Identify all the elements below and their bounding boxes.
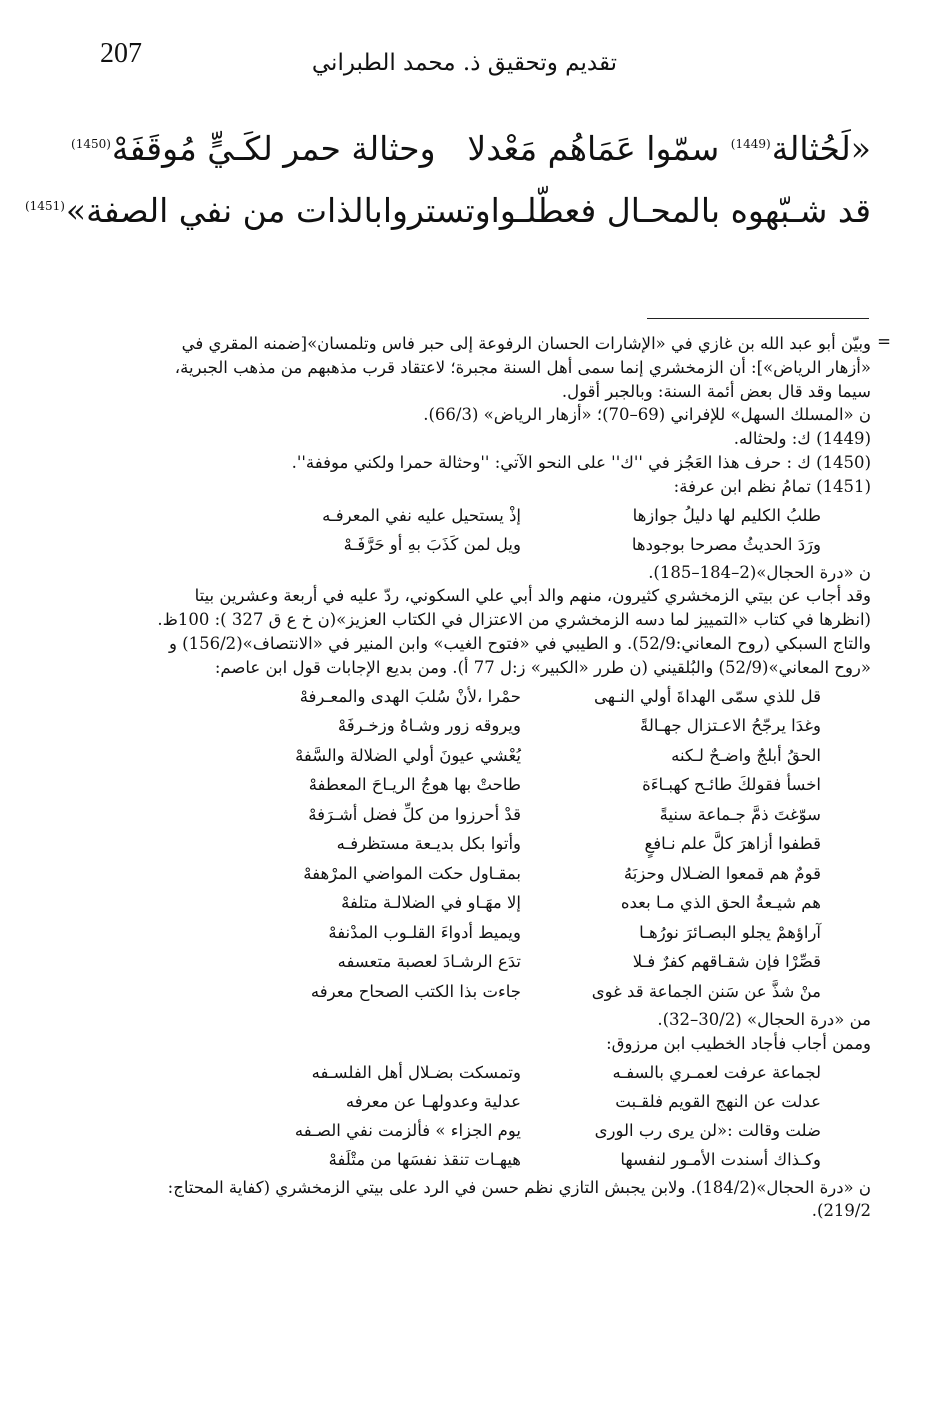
page-number: 207 <box>100 38 142 69</box>
footnote-ref[interactable]: (1449) <box>730 137 771 151</box>
continuation-marker: = <box>877 332 891 351</box>
footnote-line: (انظرها في كتاب «التمييز لما دسه الزمخشري من الاعتزال في الكتاب العزيز»(ن خ ع ق 327 ): 100ظ. <box>157 610 871 630</box>
footnote-line: وبيّن أبو عبد الله بن غازي في «الإشارات الحسان الرفوعة إلى حبر فاس وتلمسان»[ضمنه المقري في <box>181 334 871 353</box>
poem-verse: ضلت وقالت :«لن يرى رب الورى يوم الجزاء » فألزمت نفي الصـفه <box>294 1120 821 1140</box>
poem-verse: قطفوا أزاهرَ كلَّ علم نـافعٍ وأتوا بكل بديـعة مستظرفـه <box>336 834 821 854</box>
poem-verse: عدلت عن النهج القويم فلقـبت عدلية وعدولهـا عن معرفه <box>345 1091 821 1111</box>
verse-hemistich-left: وحثالة حمر لكَـيٍّ مُوقَفَهْ$^{(1450)}$ <box>71 129 436 168</box>
footnote-1450: (1450) ك : حرف هذا العَجُز في ''ك'' على النحو الآتي: ''وحثالة حمرا ولكني موففة''. <box>291 452 871 472</box>
running-title: تقديم وتحقيق ذ. محمد الطبراني <box>311 50 617 76</box>
verse-hemistich-left: وتستروابالذات من نفي الصفة»$^{(1451)}$ <box>24 191 491 230</box>
footnote-ref[interactable]: (1451) <box>24 199 65 213</box>
footnote-line: والتاج السبكي (روح المعاني:52/9). و الطيبي في «فتوح الغيب» وابن المنير في «الانتصاف»(156/2) و <box>168 633 871 653</box>
footnote-1449: (1449) ك: ولحثاله. <box>733 429 871 449</box>
verse-hemistich-right: قد شـبّهوه بالمحـال فعطّلـوا <box>490 191 871 230</box>
poem-verse: اخسأ فقولكَ طائـح كهبـاءَة طاحتْ بها هوجُ الريـاحَ المعطفهْ <box>308 775 821 795</box>
main-verse-2 <box>24 180 871 242</box>
footnote-line: وممن أجاب فأجاد الخطيب ابن مرزوق: <box>606 1033 871 1053</box>
footnote-line: سيما وقد قال بعض أئمة السنة: وبالجبر أقول. <box>561 381 871 401</box>
footnote-line: ن «المسلك السهل» للإفراني (69–70)؛ «أزهار الرياض» (66/3). <box>423 405 871 425</box>
poem-verse: سوّغتَ ذمَّ جـماعة سنيةً قدْ أحرزوا من كلِّ فضل أشـرَفهْ <box>308 804 821 824</box>
footnote-line: 219/2). <box>811 1201 871 1221</box>
footnote-line: ن «درة الحجال»(2–184–185). <box>648 562 871 582</box>
poem-verse: آراؤهمْ يجلو البصـائرَ نورُهـا ويميط أدواءَ القلـوب المدْنفهْ <box>328 922 821 942</box>
footnote-separator <box>647 318 869 319</box>
poem-verse: قومٌ هم قمعوا الضـلال وحزبَهُ بمقـاول حكت المواضي المرْهفهْ <box>303 863 821 883</box>
poem-verse: هم شيـعةُ الحق الذي مـا بعده إلا مهَـاو في الضلالـة متلفهْ <box>341 893 821 913</box>
footnote-line: ن «درة الحجال»(184/2). ولابن يجبش التازي نظم حسن في الرد على بيتي الزمخشري (كفاية المحتاج: <box>167 1177 871 1197</box>
poem-verse: قصِّرْا فإن شقـاقهم كفرٌ فـلا تدَع الرشـادَ لعصبة متعسفه <box>337 952 821 972</box>
footnote-line: «روح المعاني»(52/9) والبُلقيني (ن طرر «الكبير» ز:ل 77 أ). ومن بديع الإجابات قول ابن عاصم: <box>214 657 871 677</box>
verse-block-ibn-asim <box>70 682 871 1007</box>
poem-verse: وكـذاك أسندت الأمـور لنفسها هيهـات تنقذ نفسَها من متْلَفهْ <box>328 1149 821 1169</box>
footnote-1451: (1451) تمامُ نظم ابن عرفة: <box>673 476 871 496</box>
poem-verse: طلبُ الكليم لها دليلُ جوازها إذْ يستحيل عليه نفي المعرفـه <box>322 505 821 525</box>
poem-verse: ورَدَ الحديثُ مصرحا بوجودها ويل لمن كَذَبَ بهِ أو حَرَّفَـهْ <box>343 534 821 554</box>
poem-verse: منْ شذَّ عن سَنن الجماعة قد غوى جاءت بذا الكتب الصحاح معرفه <box>310 981 821 1001</box>
footnotes <box>70 332 891 1223</box>
verse-block-ibn-arafa <box>70 501 871 559</box>
footnote-line: «أزهار الرياض»]: أن الزمخشري إنما سمى أهل السنة مجبرة؛ لاعتقاد قرب مذهبهم من مذهب الجبرية، <box>174 357 871 377</box>
main-verses <box>24 118 871 242</box>
poem-verse: الحقُ أبلجٌ واضـحٌ لـكنه يُعْشي عيونَ أولي الضلالة والسَّفهْ <box>295 745 821 765</box>
footnote-line: من «درة الحجال» (30/2–32). <box>657 1010 871 1030</box>
footnote-ref[interactable]: (1450) <box>71 137 111 151</box>
poem-verse: لجماعة عرفت لعمـري بالسفـه وتمسكت بضـلال أهل الفلسـفه <box>311 1062 821 1082</box>
main-verse-1 <box>70 118 871 180</box>
poem-verse: وغدَا يرجّحُ الاعـتزال جهـالةً ويروقه زور وشـاهُ وزخـرفَهْ <box>337 716 821 736</box>
verse-hemistich-right: «لَحُثالة$^{(1449)}$ سمّوا عَمَاهُم مَعْدلا <box>467 129 871 168</box>
poem-verse: قل للذي سمّى الهداةَ أولي النـهى حمْرا ،لأنْ سُلبَ الهدى والمعـرفهْ <box>299 686 821 706</box>
footnote-line: وقد أجاب عن بيتي الزمخشري كثيرون، منهم والد أبي علي السكوني، ردّ عليه في أربعة وعشرين بيتا <box>194 586 871 606</box>
verse-block-ibn-marzuq <box>70 1058 871 1174</box>
